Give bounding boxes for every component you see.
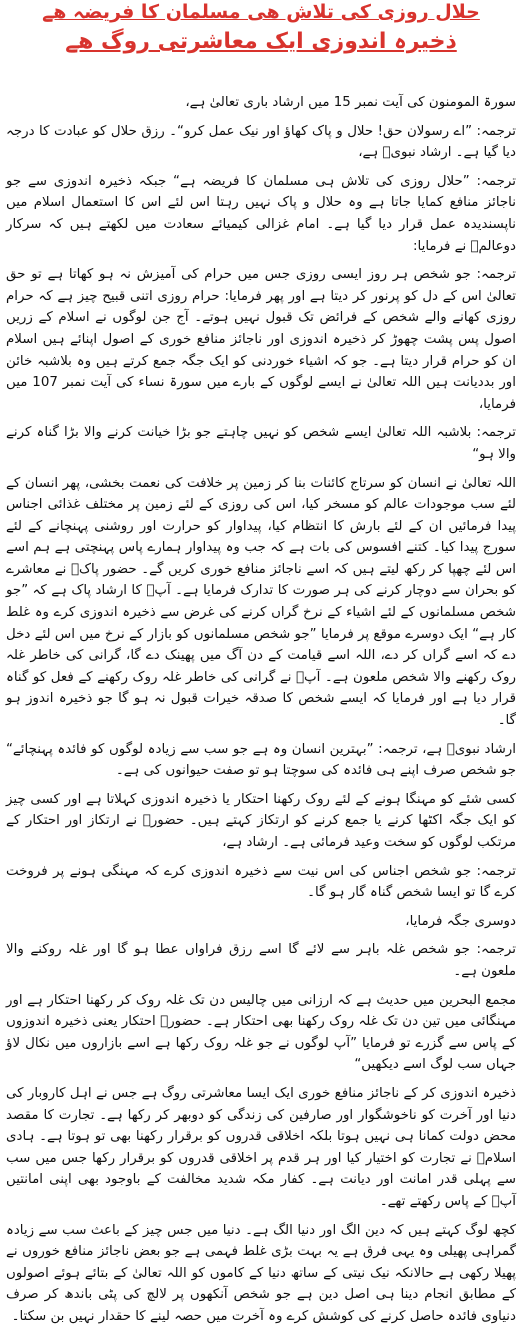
paragraph: ترجمہ: بلاشبہ اللہ تعالیٰ ایسے شخص کو نہیں چاہتے جو بڑا خیانت کرنے والا بڑا گناہ کرنے والا ہو“ xyxy=(6,422,516,465)
paragraph: مجمع البحرین میں حدیث ہے کہ ارزانی میں چالیس دن تک غلہ روک کر رکھنا احتکار ہے اور مہنگائی میں تین دن تک غلہ روک رکھنا بھی احتکار ہے۔ حضورؐ احتکار یعنی ذخیرہ اندوزوں کے پاس سے گزرے تو فرمایا ”آپ لوگوں نے جو غلہ روک رکھا ہے اسے بازاروں میں نکال لاؤ جہاں سب لوگ اسے دیکھیں“ xyxy=(6,990,516,1076)
paragraph: ترجمہ: ”حلال روزی کی تلاش ہی مسلمان کا فریضہ ہے“ جبکہ ذخیرہ اندوزی سے جو ناجائز منافع کمایا جاتا ہے وہ حلال و پاک نہیں رہتا اس لئے اس کا استعمال اسلام میں ناپسندیدہ عمل قرار دیا گیا ہے۔ امام غزالی کیمیائے سعادت میں لکھتے ہیں کہ سرکار دوعالمؐ نے فرمایا: xyxy=(6,171,516,257)
paragraph: ذخیرہ اندوزی کر کے ناجائز منافع خوری ایک ایسا معاشرتی روگ ہے جس نے اہل کاروبار کی دنیا اور آخرت کو ناخوشگوار اور صارفین کی زندگی کو دوبھر کر رکھا ہے۔ تجارت کا مقصد محض دولت کمانا ہی نہیں ہوتا بلکہ اخلاقی قدروں کو برقرار رکھنا بھی تو ہوتا ہے۔ ہادی اسلامؐ نے تجارت کو اختیار کیا اور ہر قدم پر اخلاقی قدروں کو برقرار رکھا جس میں سب سے پہلی قدر امانت اور دیانت ہے۔ کفار مکہ شدید مخالفت کے باوجود بھی اپنی امانتیں آپؐ کے پاس رکھتے تھے۔ xyxy=(6,1083,516,1213)
paragraph: کسی شئے کو مہنگا ہونے کے لئے روک رکھنا احتکار یا ذخیرہ اندوزی کہلاتا ہے اور کسی چیز کو ایک جگہ اکٹھا کرنے یا جمع کرنے کو ارتکاز کہتے ہیں۔ حضورؐ نے ارتکاز اور احتکار کے مرتکب لوگوں کو سخت وعید فرمائی ہے۔ ارشاد ہے، xyxy=(6,789,516,854)
headline-primary: حلال روزی کی تلاش ھی مسلمان کا فریضہ ھے xyxy=(0,2,522,24)
paragraph: ترجمہ: جو شخص غلہ باہر سے لائے گا اسے رزق فراواں عطا ہو گا اور غلہ روکنے والا ملعون ہے۔ xyxy=(6,939,516,982)
headline-secondary: ذخیرہ اندوزی ایک معاشرتی روگ ھے xyxy=(0,29,522,54)
paragraph: دوسری جگہ فرمایا، xyxy=(6,911,516,933)
paragraph: اللہ تعالیٰ نے انسان کو سرتاج کائنات بنا کر زمین پر خلافت کی نعمت بخشی، پھر انسان کے لئے سب موجودات عالم کو مسخر کیا، اس کی روزی کے لئے زمین پر مختلف غذائی اجناس پیدا فرمائیں ان کے لئے بارش کا انتظام کیا، پیداوار کو حرارت اور روشنی پہنچانے کے لئے سورج پیدا کیا۔ کتنے افسوس کی بات ہے کہ جب وہ پیداوار ہمارے پاس پہنچتی ہے ہم اسے اس لئے چھپا کر رکھ لیتے ہیں کہ اسے ناجائز منافع خوری کریں گے۔ حضور پاکؐ نے معاشرے کو بحران سے دوچار کرنے کی ہر صورت کا تدارک فرمایا ہے۔ آپؐ کا ارشاد پاک ہے کہ ”جو شخص مسلمانوں کے لئے اشیاء کے نرخ گراں کرنے کی غرض سے ذخیرہ اندوزی کرے وہ غلط کار ہے“ ایک دوسرے موقع پر فرمایا ”جو شخص مسلمانوں کو بازار کے نرخ میں اس لئے دخل دے کہ اسے گراں کر دے، اللہ اسے قیامت کے دن آگ میں پھینک دے گا، گرانی کی خاطر غلہ روک رکھنے والا شخص ملعون ہے۔ آپؐ نے گرانی کی خاطر غلہ روک رکھنے کے فعل کو گناہ قرار دیا ہے اور فرمایا کہ ایسے شخص کا صدقہ خیرات قبول نہ ہو گا جو ذخیرہ اندوز ہو گا۔ xyxy=(6,473,516,732)
paragraph: کچھ لوگ کہتے ہیں کہ دین الگ اور دنیا الگ ہے۔ دنیا میں جس چیز کے باعث سب سے زیادہ گمراہی پھیلی وہ یہی فرق ہے یہ بہت بڑی غلط فہمی ہے جو بعض ناجائز منافع خوروں نے پھیلا رکھی ہے حالانکہ نیک نیتی کے ساتھ دنیا کے کاموں کو اللہ تعالیٰ کے بتائے ہوئے اصولوں کے مطابق انجام دینا ہی اصل دین ہے جو شخص آنکھوں پر لالچ کی پٹی باندھ کر صرف دنیاوی فائدہ حاصل کرنے کی کوشش کرے وہ آخرت میں حصہ لینے کا حقدار نہیں بن سکتا۔ xyxy=(6,1220,516,1327)
article-body xyxy=(6,92,516,1260)
paragraph: ترجمہ: جو شخص ہر روز ایسی روزی جس میں حرام کی آمیزش نہ ہو کھاتا ہے تو حق تعالیٰ اس کے دل کو پرنور کر دیتا ہے اور پھر فرمایا: حرام روزی اتنی قبیح چیز ہے کہ حرام روزی کھانے والے شخص کے فرائض تک قبول نہیں ہوتے۔ آج جن لوگوں نے اسلام کے زریں اصول پس پشت چھوڑ کر ذخیرہ اندوزی اور ناجائز منافع خوری کے اصول اپنائے ہیں اسلام ان کو حرام قرار دیتا ہے۔ جو کہ اشیاء خوردنی کو ایک جگہ جمع کرتے ہیں وہ بلاشبہ خائن اور بددیانت ہیں اللہ تعالیٰ نے ایسے لوگوں کے بارے میں سورۃ نساء کی آیت نمبر 107 میں فرمایا، xyxy=(6,264,516,415)
paragraph: سورۃ المومنون کی آیت نمبر 15 میں ارشاد باری تعالیٰ ہے، xyxy=(6,92,516,114)
paragraph: ترجمہ: جو شخص اجناس کی اس نیت سے ذخیرہ اندوزی کرے کہ مہنگی ہونے پر فروخت کرے گا تو ایسا شخص گناہ گار ہو گا۔ xyxy=(6,861,516,904)
paragraph: ترجمہ: ”اے رسولان حق! حلال و پاک کھاؤ اور نیک عمل کرو“۔ رزق حلال کو عبادت کا درجہ دیا گیا ہے۔ ارشاد نبویؐ ہے، xyxy=(6,121,516,164)
paragraph: ارشاد نبویؐ ہے، ترجمہ: ”بہترین انسان وہ ہے جو سب سے زیادہ لوگوں کو فائدہ پہنچائے“ جو شخص صرف اپنے ہی فائدہ کی سوچتا ہو تو صفت حیوانوں کی ہے۔ xyxy=(6,739,516,782)
